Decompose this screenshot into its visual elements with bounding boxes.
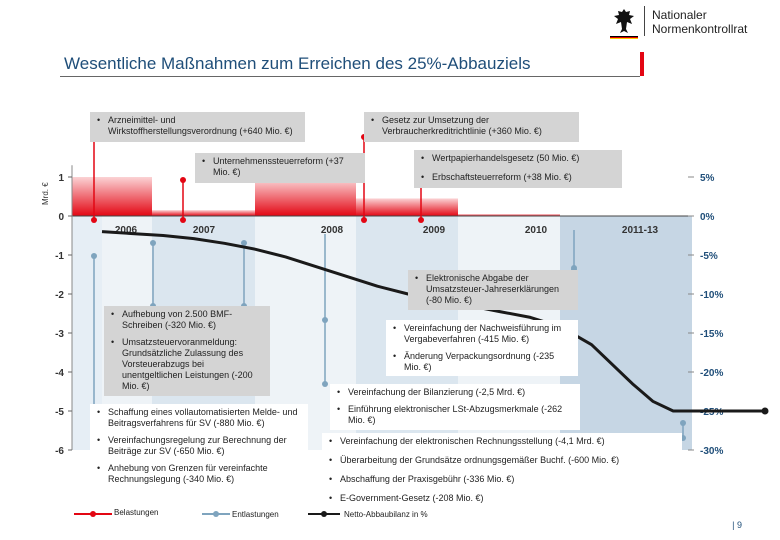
box-ustjahr xyxy=(408,270,578,310)
org-name-line2: Normenkontrollrat xyxy=(652,22,748,36)
y2-tick-label-3: -10% xyxy=(700,290,724,301)
note-erbschaft: • Erbschaftsteuerreform (+38 Mio. €) xyxy=(432,172,616,183)
x-tick-label-3: 2009 xyxy=(422,225,446,236)
y-tick-label-3: -2 xyxy=(55,290,64,301)
leader-verbraucherkredit-bottom-dot xyxy=(361,217,367,223)
leader-unternehmenssteuer-bottom-dot xyxy=(180,217,186,223)
legend-netto-label: Netto-Abbaubilanz in % xyxy=(344,510,428,519)
y2-tick-label-6: -25% xyxy=(700,407,724,418)
leader-unternehmenssteuer-top-dot xyxy=(180,177,186,183)
page-number-value: 9 xyxy=(736,520,742,530)
y-tick-label-2: -1 xyxy=(55,251,64,262)
box-2011 xyxy=(322,433,682,505)
y-axis-title: Mrd. € xyxy=(41,182,50,205)
y-tick-label-5: -4 xyxy=(55,368,64,379)
leader-bilanz-bottom-dot xyxy=(322,381,328,387)
y-tick-label-0: 1 xyxy=(58,173,64,184)
leader-arzneimittel-bottom-dot xyxy=(91,217,97,223)
note-meldung: • Schaffung eines vollautomatisierten Melde- und Beitragsverfahrens für SV (-880 Mio. €) xyxy=(108,407,302,429)
legend-entlastung-dot xyxy=(213,511,219,517)
note-praxisgebuehr: • Abschaffung der Praxisgebühr (-336 Mio. €) xyxy=(340,474,676,485)
legend-belastung-dot xyxy=(90,511,96,517)
note-rechnungslegung: • Anhebung von Grenzen für vereinfachte Rechnungslegung (-340 Mio. €) xyxy=(108,463,302,485)
page-number: | 9 xyxy=(732,520,742,530)
belastung-area-0 xyxy=(72,177,152,216)
leader-bmf-top-dot xyxy=(150,240,156,246)
box-bmf-ustvoran xyxy=(104,306,270,396)
leader-sv-top-dot xyxy=(91,253,97,259)
box-unternehmenssteuer xyxy=(195,153,365,183)
box-verbraucherkredit xyxy=(364,112,579,142)
box-sv xyxy=(90,404,308,509)
note-ustjahr: • Elektronische Abgabe der Umsatzsteuer-Jahreserklärungen (-80 Mio. €) xyxy=(426,273,572,306)
y2-tick-label-2: -5% xyxy=(700,251,718,262)
y2-tick-label-0: 5% xyxy=(700,173,715,184)
note-sv: • Vereinfachungsregelung zur Berechnung der Beiträge zur SV (-650 Mio. €) xyxy=(108,435,302,457)
belastung-area-1 xyxy=(152,210,255,216)
x-tick-label-2: 2008 xyxy=(320,225,344,236)
page-title: Wesentliche Maßnahmen zum Erreichen des 25%-Abbauziels xyxy=(64,54,531,73)
note-e-rechnung: • Vereinfachung der elektronischen Rechnungsstellung (-4,1 Mrd. €) xyxy=(340,436,676,447)
x-tick-label-5: 2011-13 xyxy=(621,225,659,236)
note-ustvoran: • Umsatzsteuervoranmeldung: Grundsätzliche Zulassung des Vorsteuerabzugs bei unentgeltlichen Leistungen (-200 Mio. €) xyxy=(122,337,264,392)
box-arzneimittel xyxy=(90,112,305,142)
y-tick-label-4: -3 xyxy=(55,329,64,340)
x-tick-label-1: 2007 xyxy=(192,225,216,236)
belastung-area-2 xyxy=(255,179,356,216)
legend xyxy=(72,506,492,522)
netto-end-dot xyxy=(762,408,769,415)
box-wertpapier-erbschaft xyxy=(414,150,622,188)
legend-belastung-label: Belastungen xyxy=(114,508,159,517)
leader-erbschaft-bottom-dot xyxy=(418,217,424,223)
note-egov: • E-Government-Gesetz (-208 Mio. €) xyxy=(340,493,676,504)
y-tick-label-1: 0 xyxy=(58,212,64,223)
y2-tick-label-5: -20% xyxy=(700,368,724,379)
org-name-line1: Nationaler xyxy=(652,8,707,22)
box-bilanz-lst xyxy=(330,384,580,430)
note-lst: • Einführung elektronischer LSt-Abzugsmerkmale (-262 Mio. €) xyxy=(348,404,574,426)
y-tick-label-6: -5 xyxy=(55,407,64,418)
note-nachweis: • Vereinfachung der Nachweisführung im Vergabeverfahren (-415 Mio. €) xyxy=(404,323,572,345)
y2-tick-label-4: -15% xyxy=(700,329,724,340)
note-arzneimittel: • Arzneimittel- und Wirkstoffherstellungsverordnung (+640 Mio. €) xyxy=(108,115,299,137)
leader-ustvoran-top-dot xyxy=(241,240,247,246)
note-bilanz: • Vereinfachung der Bilanzierung (-2,5 Mrd. €) xyxy=(348,387,574,398)
y2-tick-label-1: 0% xyxy=(700,212,715,223)
x-tick-label-4: 2010 xyxy=(524,225,548,236)
legend-netto-dot xyxy=(321,511,327,517)
legend-entlastung-label: Entlastungen xyxy=(232,510,279,519)
y-tick-label-7: -6 xyxy=(55,446,64,457)
note-wertpapier: • Wertpapierhandelsgesetz (50 Mio. €) xyxy=(432,153,616,164)
y2-tick-label-7: -30% xyxy=(700,446,724,457)
x-tick-label-0: 2006 xyxy=(114,225,138,236)
note-buchfuehrung: • Überarbeitung der Grundsätze ordnungsgemäßer Buchf. (-600 Mio. €) xyxy=(340,455,676,466)
note-unternehmenssteuer: • Unternehmenssteuerreform (+37 Mio. €) xyxy=(213,156,359,178)
leader-2011-top-dot xyxy=(680,420,686,426)
note-verpackung: • Änderung Verpackungsordnung (-235 Mio. €) xyxy=(404,351,572,373)
note-verbraucherkredit: • Gesetz zur Umsetzung der Verbraucherkreditrichtlinie (+360 Mio. €) xyxy=(382,115,573,137)
note-bmf: • Aufhebung von 2.500 BMF-Schreiben (-320 Mio. €) xyxy=(122,309,264,331)
belastung-area-3 xyxy=(356,198,458,216)
box-nachweis-verpackung xyxy=(386,320,578,376)
